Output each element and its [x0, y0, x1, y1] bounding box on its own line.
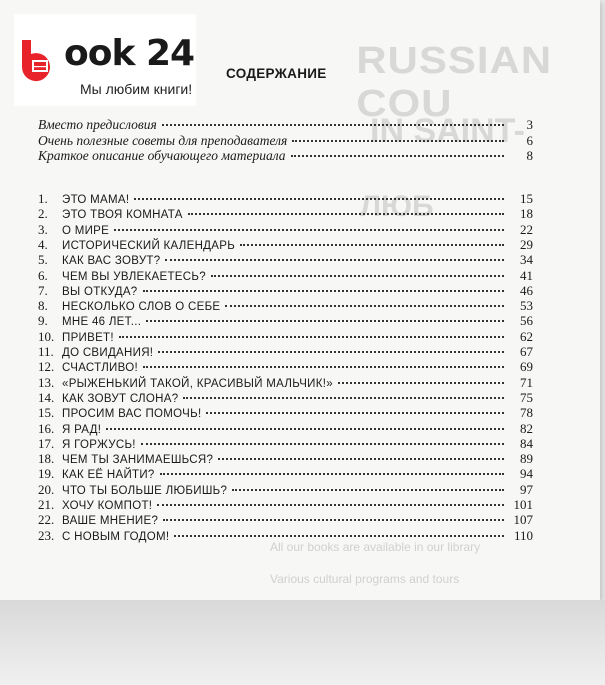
- leader-dots: [183, 396, 504, 399]
- toc-page-number: 46: [520, 282, 533, 298]
- chapter-number: 11.: [38, 344, 54, 359]
- chapter-title: КАК ЗОВУТ СЛОНА?: [62, 392, 179, 405]
- chapter-title: ВАШЕ МНЕНИЕ?: [62, 515, 159, 528]
- toc-page-number: 89: [520, 451, 533, 467]
- chapter-number: 18.: [38, 451, 55, 467]
- logo-tagline: Мы любим книги!: [80, 81, 193, 97]
- chapter-title: КАК ЕЁ НАЙТИ?: [62, 469, 155, 482]
- toc-page-number: 56: [520, 313, 533, 329]
- toc-page-number: 78: [520, 405, 533, 421]
- toc-page-number: 101: [513, 497, 533, 512]
- toc-front-row: [38, 133, 533, 149]
- leader-dots: [232, 488, 504, 491]
- leader-dots: [143, 365, 504, 368]
- toc-page-number: 29: [520, 236, 533, 252]
- chapter-title: ЧТО ТЫ БОЛЬШЕ ЛЮБИШЬ?: [62, 484, 228, 497]
- chapter-number: 12.: [38, 359, 55, 375]
- chapter-number: 21.: [38, 497, 55, 512]
- leader-dots: [158, 350, 504, 353]
- chapter-title: ЭТО МАМА!: [62, 194, 130, 206]
- toc-page-number: 62: [520, 328, 533, 344]
- chapter-title: С НОВЫМ ГОДОМ!: [62, 530, 170, 543]
- toc-entry-title: Очень полезные советы для преподавателя: [38, 132, 288, 148]
- chapter-title: ПРОСИМ ВАС ПОМОЧЬ!: [62, 408, 202, 421]
- leader-dots: [143, 289, 505, 292]
- toc-front-row: [38, 148, 533, 164]
- chapter-title: «РЫЖЕНЬКИЙ ТАКОЙ, КРАСИВЫЙ МАЛЬЧИК!»: [62, 377, 333, 390]
- chapter-title: ЧЕМ ВЫ УВЛЕКАЕТЕСЬ?: [62, 270, 206, 283]
- toc-page-number: 82: [520, 420, 533, 436]
- leader-dots: [291, 154, 504, 157]
- toc-page-number: 110: [513, 527, 533, 543]
- chapter-number: 3.: [38, 221, 48, 237]
- leader-dots: [119, 335, 504, 338]
- chapter-number: 5.: [38, 252, 48, 268]
- chapter-number: 6.: [38, 267, 48, 283]
- chapter-number: 14.: [38, 389, 55, 405]
- chapter-number: 8.: [38, 298, 48, 314]
- chapter-number: 17.: [38, 435, 55, 451]
- chapter-title: КАК ВАС ЗОВУТ?: [62, 255, 161, 268]
- toc-page-number: 53: [520, 298, 533, 314]
- leader-dots: [106, 427, 504, 430]
- toc-page-number: 18: [520, 206, 533, 222]
- toc-entry-title: Краткое описание обучающего материала: [38, 148, 286, 163]
- leader-dots: [188, 212, 504, 215]
- book24-logo: [14, 14, 196, 106]
- chapter-number: 15.: [38, 405, 55, 421]
- leader-dots: [218, 457, 504, 460]
- book-b-icon: [18, 38, 60, 82]
- chapter-title: ИСТОРИЧЕСКИЙ КАЛЕНДАРЬ: [62, 239, 236, 252]
- toc-page-number: 67: [520, 344, 533, 359]
- toc-page-number: 41: [520, 267, 533, 283]
- chapter-title: Я РАД!: [62, 423, 102, 436]
- chapter-number: 13.: [38, 374, 55, 390]
- leader-dots: [165, 258, 504, 261]
- chapter-title: ПРИВЕТ!: [62, 331, 114, 344]
- chapter-number: 1.: [38, 191, 48, 206]
- leader-dots: [338, 381, 504, 384]
- chapter-title: НЕСКОЛЬКО СЛОВ О СЕБЕ: [62, 301, 221, 314]
- chapter-number: 22.: [38, 512, 55, 528]
- leader-dots: [225, 304, 504, 307]
- leader-dots: [134, 197, 504, 200]
- chapter-number: 20.: [38, 481, 55, 497]
- toc-entry-title: Вместо предисловия: [38, 117, 157, 132]
- logo-wordmark: ook 24: [64, 33, 195, 74]
- chapter-number: 9.: [38, 313, 48, 329]
- toc-page-number: 84: [520, 435, 533, 451]
- chapter-title: ЧЕМ ТЫ ЗАНИМАЕШЬСЯ?: [62, 454, 214, 467]
- bleed-through-text: ЛЮБ: [360, 190, 434, 223]
- leader-dots: [292, 139, 504, 142]
- bleed-through-text: RUSSIAN COU: [356, 40, 553, 125]
- leader-dots: [157, 503, 504, 506]
- toc-page-number: 22: [520, 221, 533, 237]
- chapter-title: ВЫ ОТКУДА?: [62, 285, 138, 298]
- leader-dots: [163, 518, 504, 521]
- chapter-number: 2.: [38, 206, 48, 222]
- leader-dots: [146, 319, 504, 322]
- chapter-title: МНЕ 46 ЛЕТ...: [62, 316, 142, 329]
- leader-dots: [160, 472, 504, 475]
- chapter-title: Я ГОРЖУСЬ!: [62, 438, 136, 451]
- toc-page-number: 97: [520, 481, 533, 497]
- leader-dots: [162, 123, 504, 126]
- chapter-title: СЧАСТЛИВО!: [62, 362, 138, 375]
- toc-front-row: [38, 117, 533, 133]
- bleed-through-text: IN SAINT-: [370, 112, 525, 150]
- toc-page-number: 34: [520, 252, 533, 268]
- toc-title: СОДЕРЖАНИЕ: [226, 66, 327, 81]
- toc-page-number: 6: [526, 132, 533, 148]
- leader-dots: [211, 274, 504, 277]
- leader-dots: [206, 411, 504, 414]
- toc-page-number: 75: [520, 389, 533, 405]
- toc-chapter-row: [38, 528, 533, 545]
- chapter-title: О МИРЕ: [62, 224, 110, 237]
- toc-page-number: 107: [513, 512, 533, 528]
- chapter-number: 16.: [38, 420, 55, 436]
- chapter-title: ДО СВИДАНИЯ!: [62, 347, 154, 359]
- chapter-number: 7.: [38, 282, 48, 298]
- chapter-title: ЭТО ТВОЯ КОМНАТА: [62, 209, 183, 222]
- chapter-number: 10.: [38, 328, 55, 344]
- toc-page-number: 8: [526, 148, 533, 163]
- chapter-number: 23.: [38, 527, 55, 543]
- leader-dots: [141, 442, 504, 445]
- bleed-through-text: Various cultural programs and tours: [270, 572, 460, 586]
- toc-page-number: 15: [520, 191, 533, 206]
- toc-page-number: 94: [520, 466, 533, 482]
- toc-page-number: 3: [526, 117, 533, 132]
- bleed-through-text: All our books are available in our library: [270, 540, 481, 554]
- toc-page-number: 71: [520, 374, 533, 390]
- page-bottom-shadow: [0, 600, 605, 685]
- chapter-number: 19.: [38, 466, 55, 482]
- chapter-title: ХОЧУ КОМПОТ!: [62, 500, 153, 512]
- leader-dots: [240, 243, 504, 246]
- toc-page-number: 69: [520, 359, 533, 375]
- leader-dots: [174, 534, 504, 537]
- chapter-number: 4.: [38, 236, 48, 252]
- leader-dots: [114, 228, 504, 231]
